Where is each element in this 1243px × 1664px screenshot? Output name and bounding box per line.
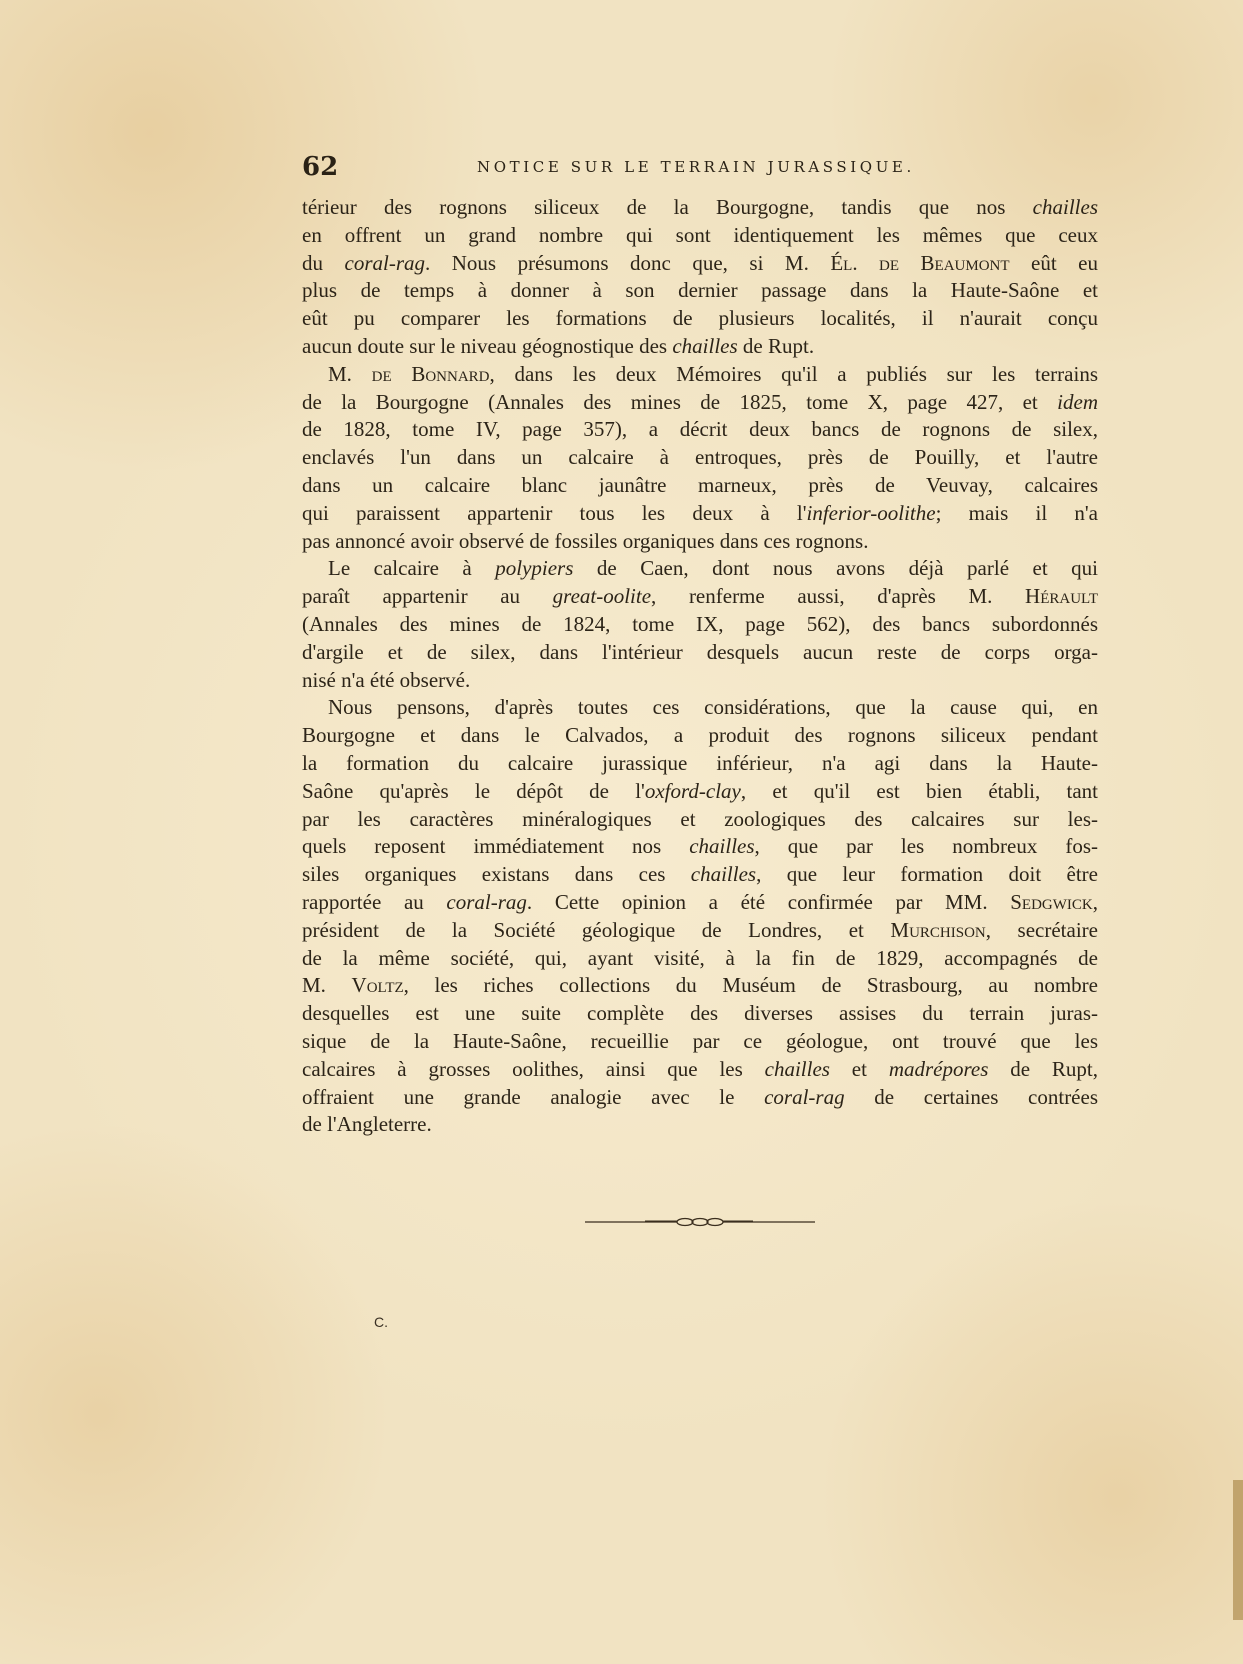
text-line: aucun doute sur le niveau géognostique des chailles de Rupt.	[302, 333, 815, 358]
text-line: (Annales des mines de 1824, tome IX, page 562), des bancs subordonnés	[302, 611, 1098, 636]
text-line: térieur des rognons siliceux de la Bourgogne, tandis que nos chailles	[302, 195, 1098, 219]
text-line: siles organiques existans dans ces chailles, que leur formation doit être	[302, 862, 1098, 887]
body-text	[302, 194, 1098, 1139]
text-line: Saône qu'après le dépôt de l'oxford-clay, et qu'il est bien établi, tant	[302, 778, 1098, 803]
text-line: sique de la Haute-Saône, recueillie par ce géologue, ont trouvé que les	[302, 1028, 1098, 1053]
text-line: d'argile et de silex, dans l'intérieur desquels aucun reste de corps orga-	[302, 639, 1098, 664]
text-line: paraît appartenir au great-oolite, renferme aussi, d'après M. Hérault	[302, 584, 1098, 609]
text-line: de 1828, tome IV, page 357), a décrit deux bancs de rognons de silex,	[302, 417, 1098, 442]
text-line: de l'Angleterre.	[302, 1112, 432, 1137]
running-title: NOTICE SUR LE TERRAIN JURASSIQUE.	[477, 158, 915, 176]
text-line: la formation du calcaire jurassique inférieur, n'a agi dans la Haute-	[302, 750, 1098, 775]
text-line: offraient une grande analogie avec le coral-rag de certaines contrées	[302, 1084, 1098, 1109]
text-line: M. Voltz, les riches collections du Muséum de Strasbourg, au nombre	[302, 973, 1098, 998]
text-line: pas annoncé avoir observé de fossiles organiques dans ces rognons.	[302, 528, 869, 553]
text-line: de la Bourgogne (Annales des mines de 1825, tome X, page 427, et idem	[302, 389, 1098, 414]
text-line: président de la Société géologique de Londres, et Murchison, secrétaire	[302, 917, 1098, 942]
text-line: dans un calcaire blanc jaunâtre marneux, près de Veuvay, calcaires	[302, 472, 1098, 497]
text-line: rapportée au coral-rag. Cette opinion a été confirmée par MM. Sedgwick,	[302, 889, 1098, 914]
page-edge-stain	[1233, 1480, 1243, 1620]
text-line: quels reposent immédiatement nos chailles, que par les nombreux fos-	[302, 834, 1098, 859]
text-line: eût pu comparer les formations de plusieurs localités, il n'aurait conçu	[302, 306, 1098, 331]
text-line: qui paraissent appartenir tous les deux à l'inferior-oolithe; mais il n'a	[302, 500, 1099, 525]
text-line: par les caractères minéralogiques et zoologiques des calcaires sur les-	[302, 806, 1098, 831]
text-line: calcaires à grosses oolithes, ainsi que les chailles et madrépores de Rupt,	[302, 1056, 1098, 1081]
text-line: enclavés l'un dans un calcaire à entroques, près de Pouilly, et l'autre	[302, 445, 1098, 470]
text-line: plus de temps à donner à son dernier passage dans la Haute-Saône et	[302, 278, 1098, 303]
text-line: Le calcaire à polypiers de Caen, dont nous avons déjà parlé et qui	[328, 556, 1098, 581]
text-line: nisé n'a été observé.	[302, 667, 471, 692]
page-number: 62	[302, 152, 339, 182]
text-line: en offrent un grand nombre qui sont identiquement les mêmes que ceux	[302, 222, 1098, 247]
section-end-ornament	[585, 1217, 815, 1227]
text-line: du coral-rag. Nous présumons donc que, si M. Él. de Beaumont eût eu	[302, 250, 1098, 275]
text-line: Bourgogne et dans le Calvados, a produit des rognons siliceux pendant	[302, 723, 1098, 748]
text-line: de la même société, qui, ayant visité, à la fin de 1829, accompagnés de	[302, 945, 1098, 970]
text-line: M. de Bonnard, dans les deux Mémoires qu'il a publiés sur les terrains	[328, 361, 1098, 386]
text-line: desquelles est une suite complète des diverses assises du terrain juras-	[302, 1001, 1098, 1026]
author-signature: C.	[374, 1314, 388, 1330]
page-header	[302, 152, 1102, 184]
text-line: Nous pensons, d'après toutes ces considérations, que la cause qui, en	[328, 695, 1098, 720]
